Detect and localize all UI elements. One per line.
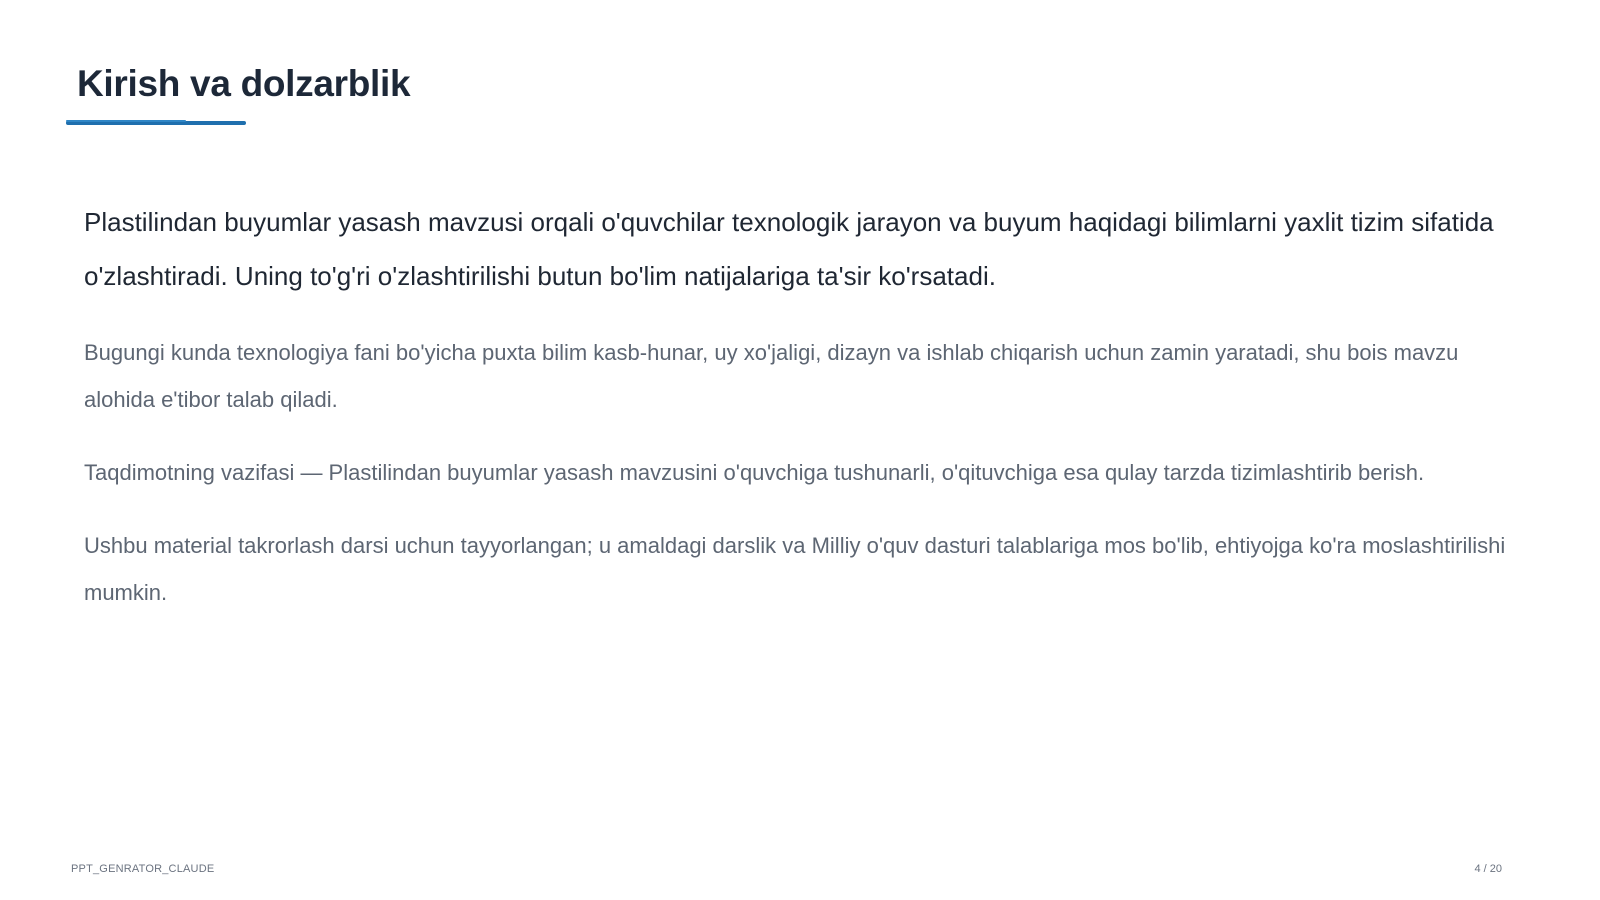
slide-title: Kirish va dolzarblik [77, 63, 411, 104]
title-underline-accent [66, 120, 186, 122]
body-paragraph-2: Taqdimotning vazifasi — Plastilindan buyumlar yasash mavzusini o'quvchiga tushunarli, o'qituvchiga esa qulay tarzda tizimlashtirib berish. [84, 460, 1425, 485]
body-paragraph-1: Bugungi kunda texnologiya fani bo'yicha puxta bilim kasb-hunar, uy xo'jaligi, dizayn va ishlab chiqarish uchun zamin yaratadi, shu bois mavzu alohida e'tibor talab qiladi. [84, 340, 1459, 412]
page-number: 4 / 20 [1474, 863, 1502, 875]
slide-content [84, 195, 1514, 642]
body-paragraph-3: Ushbu material takrorlash darsi uchun tayyorlangan; u amaldagi darslik va Milliy o'quv dasturi talablariga mos bo'lib, ehtiyojga ko'ra moslashtirilishi mumkin. [84, 533, 1506, 605]
title-underline [66, 121, 246, 125]
footer-brand: PPT_GENRATOR_CLAUDE [71, 863, 215, 875]
lead-paragraph: Plastilindan buyumlar yasash mavzusi orqali o'quvchilar texnologik jarayon va buyum haqidagi bilimlarni yaxlit tizim sifatida o'zlashtiradi. Uning to'g'ri o'zlashtirilishi butun bo'lim natijalariga ta'sir ko'rsatadi. [84, 207, 1494, 291]
